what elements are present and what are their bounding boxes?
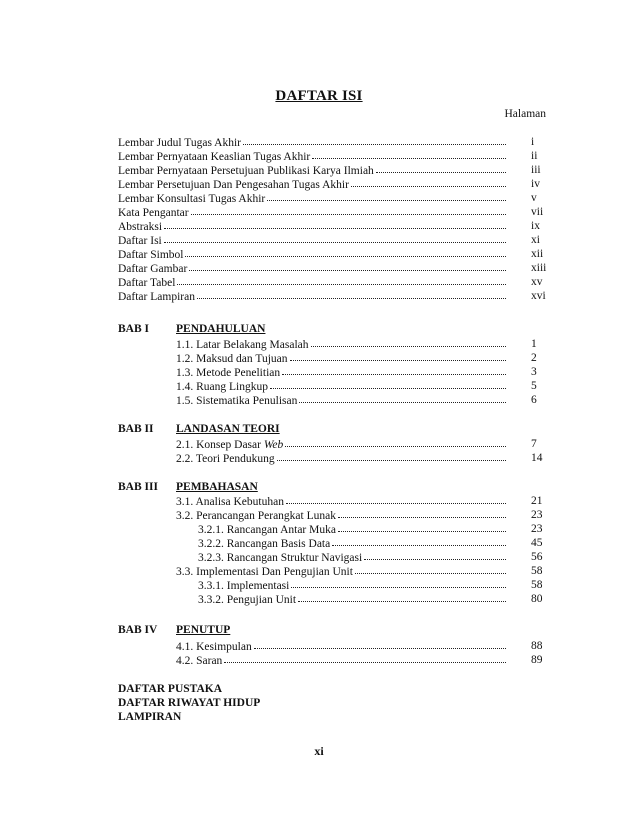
toc-entry[interactable] [176,451,508,465]
toc-entry[interactable] [118,233,508,247]
dot-leader [185,246,506,257]
toc-entry-label: 1.1. Latar Belakang Masalah [176,339,309,351]
dot-leader [224,652,506,663]
daftar-pustaka-entry[interactable]: DAFTAR PUSTAKA [118,683,223,695]
toc-entry-label: 4.2. Saran [176,655,223,667]
toc-entry-label: 3.2.3. Rancangan Struktur Navigasi [198,552,363,564]
dot-leader [243,134,506,145]
toc-page-number: v [531,192,537,204]
toc-entry[interactable] [176,508,508,522]
chapter-title[interactable]: PEMBAHASAN [176,481,258,493]
dot-leader [285,436,506,447]
toc-entry-label [176,438,283,452]
toc-entry-label: 1.5. Sistematika Penulisan [176,395,298,407]
chapter-title[interactable]: PENDAHULUAN [176,323,266,335]
page-title: DAFTAR ISI [275,88,363,104]
toc-entry-label: Lembar Pernyataan Persetujuan Publikasi Karya Ilmiah [118,165,374,177]
toc-entry[interactable] [118,163,508,177]
dot-leader [254,638,506,649]
toc-entry[interactable] [118,177,508,191]
toc-entry-label: 4.1. Kesimpulan [176,641,252,653]
toc-entry[interactable] [176,351,508,365]
dot-leader [267,190,506,201]
toc-entry[interactable] [198,536,508,550]
toc-entry-label: 3.2.2. Rancangan Basis Data [198,538,331,550]
toc-page-number: 58 [531,579,543,591]
toc-entry-label-italic: Web [263,439,284,451]
dot-leader [277,450,506,461]
dot-leader [299,392,506,403]
dot-leader [164,232,506,243]
lampiran-entry[interactable]: LAMPIRAN [118,711,182,723]
toc-page-number: 58 [531,565,543,577]
toc-entry[interactable] [118,247,508,261]
toc-entry-label: Daftar Simbol [118,249,184,261]
chapter-title[interactable]: LANDASAN TEORI [176,423,280,435]
toc-entry-label: 3.1. Analisa Kebutuhan [176,496,284,508]
toc-page-number: 88 [531,640,543,652]
toc-page-number: xiii [531,262,547,274]
dot-leader [282,364,506,375]
toc-entry-label: 3.2. Perancangan Perangkat Lunak [176,510,336,522]
toc-page-number: xv [531,276,543,288]
toc-entry-label: 1.3. Metode Penelitian [176,367,281,379]
toc-page-number: 56 [531,551,543,563]
toc-entry[interactable] [118,135,508,149]
chapter-number: BAB III [118,481,158,493]
toc-page-number: i [531,136,535,148]
toc-entry[interactable] [176,564,508,578]
chapter-number: BAB IV [118,624,158,636]
toc-entry-label: Lembar Konsultasi Tugas Akhir [118,193,266,205]
toc-page-number: 5 [531,380,537,392]
toc-entry[interactable] [198,522,508,536]
dot-leader [286,493,506,504]
toc-page-number: 21 [531,495,543,507]
toc-entry[interactable] [176,494,508,508]
toc-entry-label: 3.3.2. Pengujian Unit [198,594,297,606]
dot-leader [197,288,506,299]
toc-entry-label: Daftar Tabel [118,277,176,289]
dot-leader [351,176,506,187]
toc-page-number: 7 [531,438,537,450]
chapter-number: BAB II [118,423,154,435]
dot-leader [191,204,506,215]
toc-page-number: iv [531,178,540,190]
toc-page-number: 1 [531,338,537,350]
toc-entry[interactable] [176,379,508,393]
toc-entry[interactable] [176,337,508,351]
chapter-number: BAB I [118,323,149,335]
dot-leader [177,274,506,285]
toc-page-number: 23 [531,509,543,521]
toc-entry[interactable] [118,289,508,303]
toc-page-number: ix [531,220,540,232]
dot-leader [270,378,506,389]
toc-entry-label: Daftar Isi [118,235,162,247]
toc-page-number: 89 [531,654,543,666]
chapter-title[interactable]: PENUTUP [176,624,231,636]
toc-entry-label: 1.4. Ruang Lingkup [176,381,268,393]
toc-page-number: 2 [531,352,537,364]
toc-entry-label: 3.3.1. Implementasi [198,580,290,592]
toc-entry-label: Lembar Persetujuan Dan Pengesahan Tugas Akhir [118,179,349,191]
halaman-header: Halaman [504,108,546,120]
toc-entry[interactable] [176,437,508,451]
toc-entry[interactable] [176,639,508,653]
dot-leader [338,507,506,518]
toc-entry[interactable] [118,219,508,233]
toc-entry-label: Daftar Gambar [118,263,188,275]
toc-entry-label: Lembar Judul Tugas Akhir [118,137,241,149]
toc-page-number: 6 [531,394,537,406]
toc-entry[interactable] [198,550,508,564]
toc-page-number: iii [531,164,541,176]
toc-page-number: vii [531,206,544,218]
toc-entry-label: 2.2. Teori Pendukung [176,453,275,465]
toc-page-number: xi [531,234,540,246]
toc-page-number: 23 [531,523,543,535]
dot-leader [311,336,506,347]
toc-page-number: xii [531,248,544,260]
dot-leader [332,535,506,546]
toc-entry[interactable] [198,592,508,606]
toc-entry[interactable] [118,149,508,163]
dot-leader [298,591,506,602]
toc-entry[interactable] [176,653,508,667]
toc-entry[interactable] [118,275,508,289]
toc-entry-label: Lembar Pernyataan Keaslian Tugas Akhir [118,151,311,163]
toc-entry[interactable] [118,261,508,275]
toc-entry-label: Daftar Lampiran [118,291,195,303]
toc-entry[interactable] [198,578,508,592]
toc-entry-label: Kata Pengantar [118,207,189,219]
toc-entry[interactable] [176,365,508,379]
dot-leader [312,148,506,159]
toc-entry-label-text: 2.1. Konsep Dasar [176,439,264,451]
dot-leader [338,521,506,532]
dot-leader [164,218,506,229]
toc-entry-label: 1.2. Maksud dan Tujuan [176,353,288,365]
dot-leader [364,549,506,560]
toc-entry[interactable] [118,191,508,205]
toc-entry-label: 3.3. Implementasi Dan Pengujian Unit [176,566,353,578]
page-number: xi [314,744,324,758]
dot-leader [291,577,506,588]
daftar-riwayat-hidup-entry[interactable]: DAFTAR RIWAYAT HIDUP [118,697,261,709]
toc-page-number: 80 [531,593,543,605]
toc-entry[interactable] [176,393,508,407]
toc-page-number: 3 [531,366,537,378]
toc-entry-label: 3.2.1. Rancangan Antar Muka [198,524,336,536]
toc-page-number: ii [531,150,538,162]
dot-leader [189,260,506,271]
dot-leader [355,563,506,574]
toc-page-number: xvi [531,290,546,302]
dot-leader [376,162,506,173]
dot-leader [290,350,507,361]
toc-page-number: 45 [531,537,543,549]
toc-page-number: 14 [531,452,543,464]
toc-entry[interactable] [118,205,508,219]
toc-entry-label: Abstraksi [118,221,163,233]
